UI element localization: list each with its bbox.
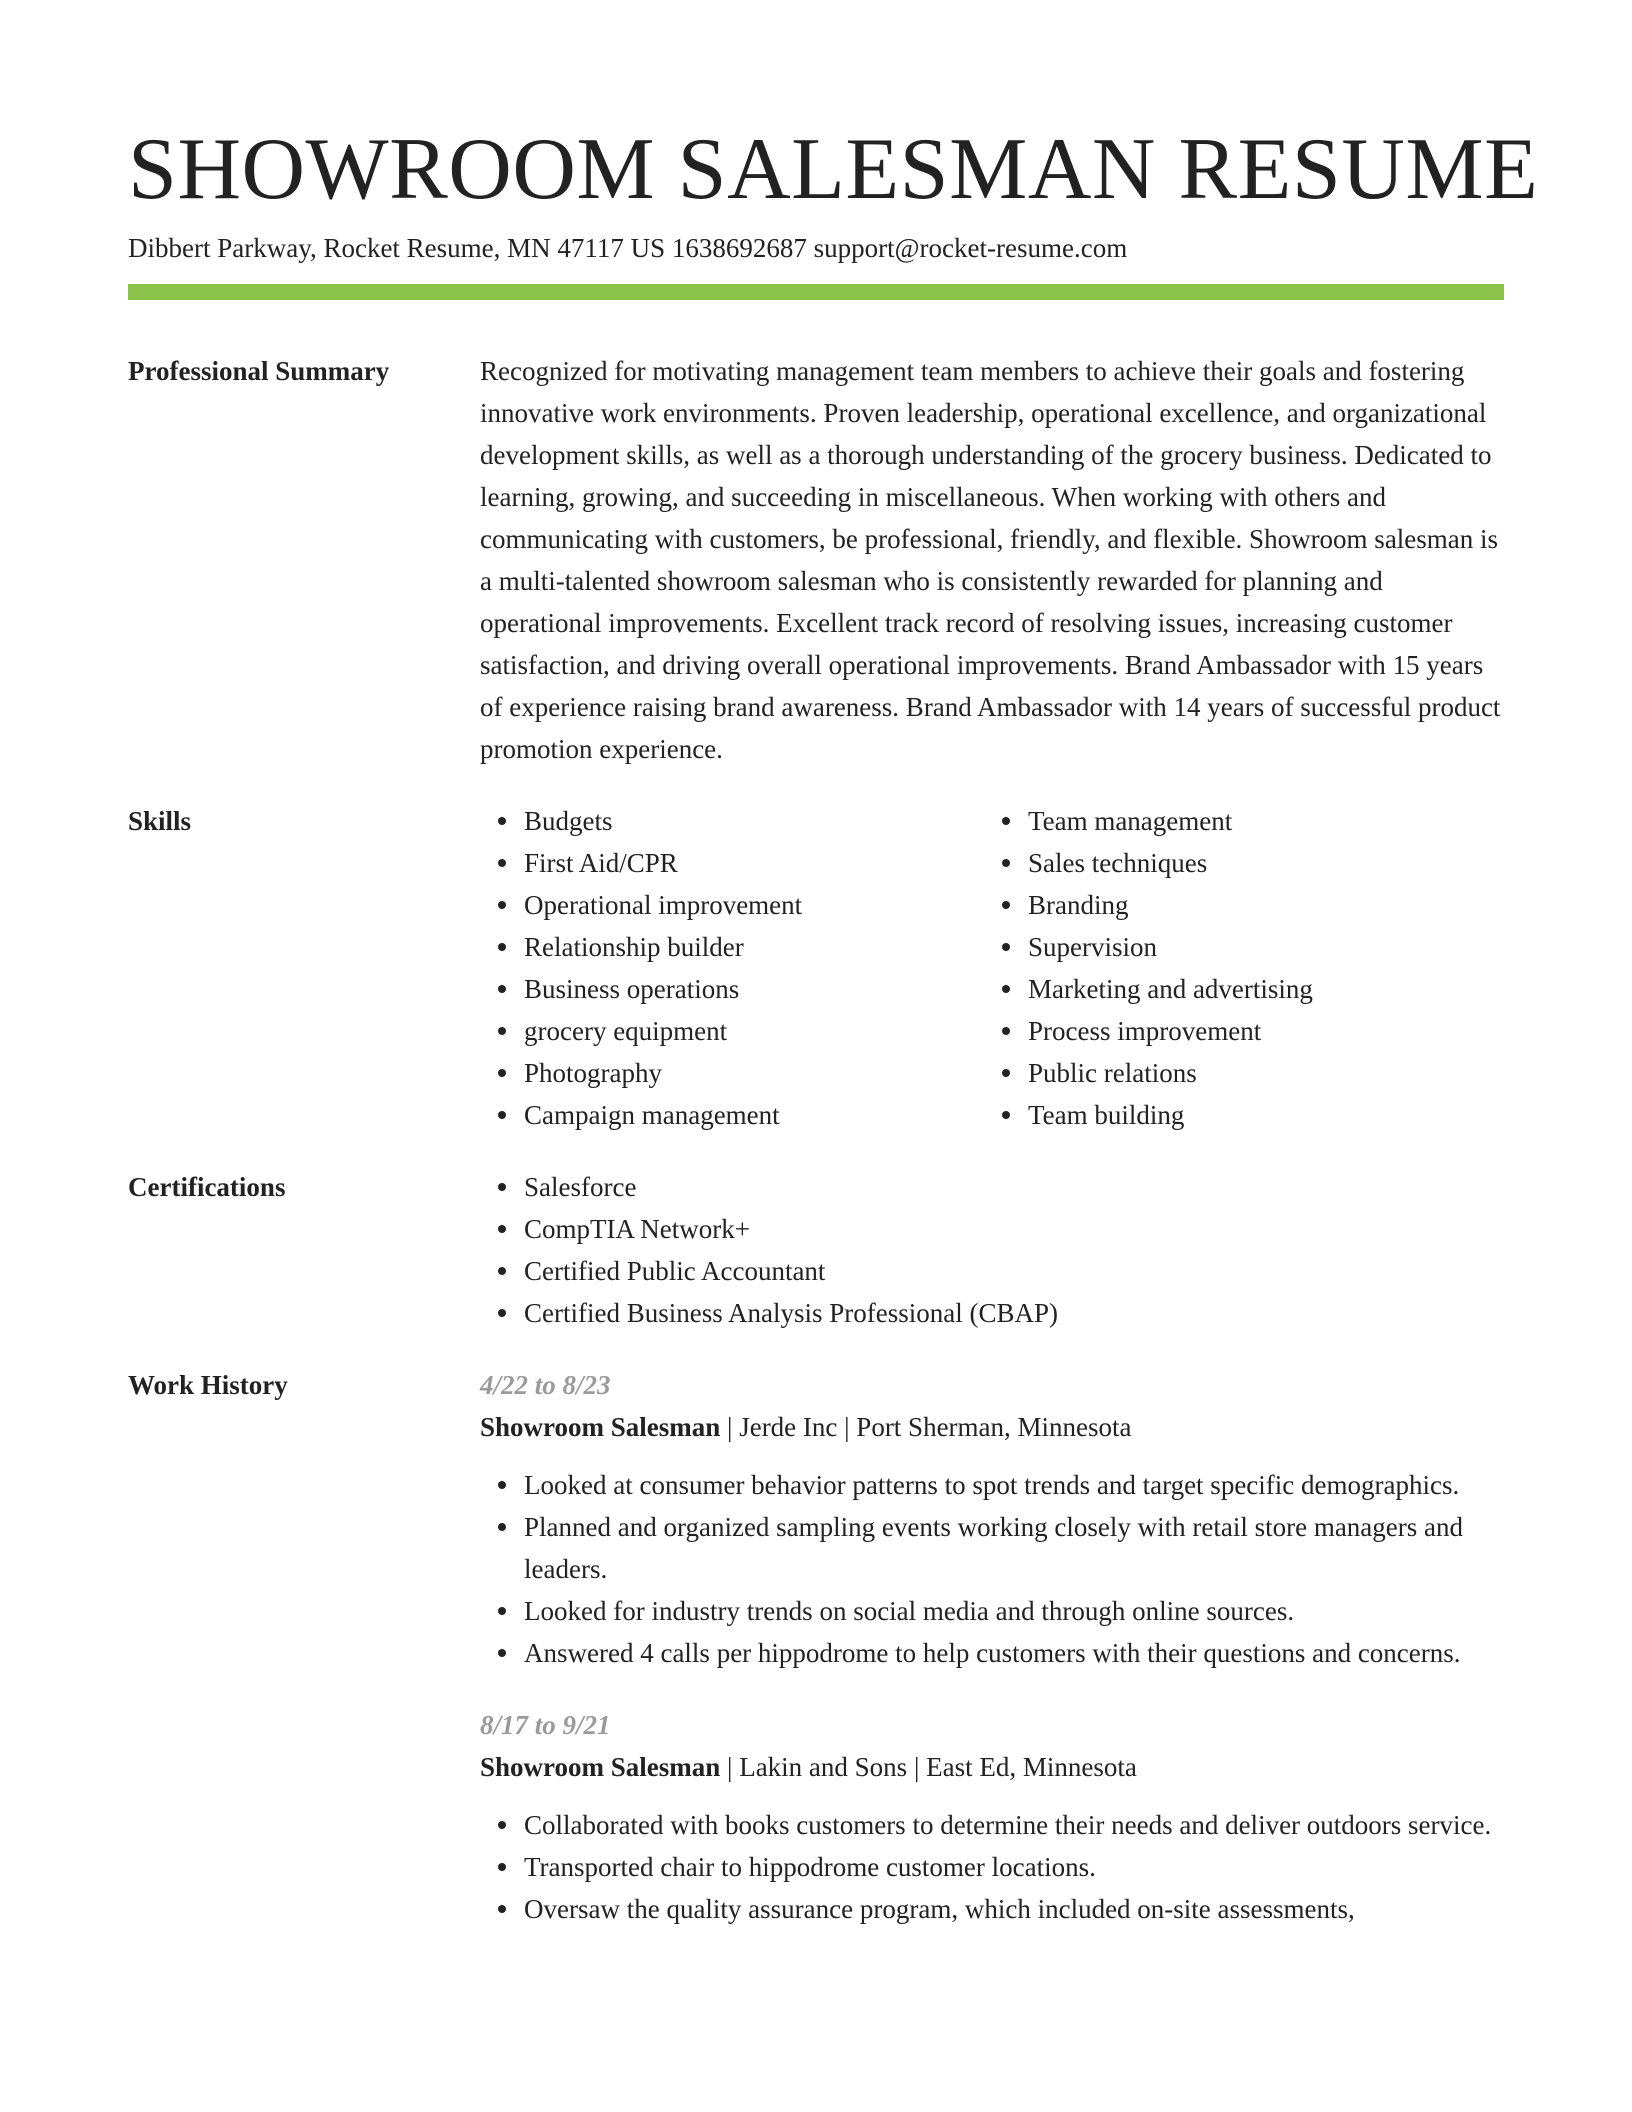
section-label-skills: Skills xyxy=(128,806,192,836)
skills-column-right xyxy=(984,800,1488,1136)
skill-item: Supervision xyxy=(1028,926,1488,968)
section-label-summary: Professional Summary xyxy=(128,356,390,386)
skill-item: Team building xyxy=(1028,1094,1488,1136)
job-duty-item: Collaborated with books customers to determine their needs and deliver outdoors service. xyxy=(524,1804,1504,1846)
certifications-list xyxy=(480,1166,1504,1334)
summary-section xyxy=(128,350,1504,770)
skill-item: grocery equipment xyxy=(524,1010,984,1052)
skill-item: Team management xyxy=(1028,800,1488,842)
skill-item: Public relations xyxy=(1028,1052,1488,1094)
skills-list-right xyxy=(984,800,1488,1136)
job-duty-item: Looked at consumer behavior patterns to spot trends and target specific demographics. xyxy=(524,1464,1504,1506)
skill-item: Sales techniques xyxy=(1028,842,1488,884)
skill-item: Relationship builder xyxy=(524,926,984,968)
skills-column-left xyxy=(480,800,984,1136)
job-dates: 4/22 to 8/23 xyxy=(480,1370,611,1400)
certifications-body xyxy=(480,1166,1504,1334)
skill-item: Branding xyxy=(1028,884,1488,926)
section-label-certifications: Certifications xyxy=(128,1172,286,1202)
job-heading xyxy=(480,1746,1504,1788)
skill-item: Marketing and advertising xyxy=(1028,968,1488,1010)
certification-item: Salesforce xyxy=(524,1166,1504,1208)
job-duties-list xyxy=(480,1804,1504,1930)
job-duty-item: Oversaw the quality assurance program, which included on-site assessments, xyxy=(524,1888,1504,1930)
certifications-section xyxy=(128,1166,1504,1334)
skill-item: Campaign management xyxy=(524,1094,984,1136)
job-duty-item: Answered 4 calls per hippodrome to help customers with their questions and concerns. xyxy=(524,1632,1504,1674)
skills-body xyxy=(480,800,1504,1136)
skill-item: First Aid/CPR xyxy=(524,842,984,884)
skills-list-left xyxy=(480,800,984,1136)
job-duty-item: Transported chair to hippodrome customer locations. xyxy=(524,1846,1504,1888)
job-title: Showroom Salesman xyxy=(480,1752,721,1782)
skill-item: Budgets xyxy=(524,800,984,842)
skill-item: Process improvement xyxy=(1028,1010,1488,1052)
resume-page xyxy=(128,118,1539,1930)
certification-item: CompTIA Network+ xyxy=(524,1208,1504,1250)
certification-item: Certified Business Analysis Professional (CBAP) xyxy=(524,1292,1504,1334)
certification-item: Certified Public Accountant xyxy=(524,1250,1504,1292)
job-dates: 8/17 to 9/21 xyxy=(480,1710,611,1740)
summary-text: Recognized for motivating management team members to achieve their goals and fostering innovative work environments. Proven leadership, operational excellence, and organizational development skills, as well as a thorough understanding of the grocery business. Dedicated to learning, growing, and succeeding in miscellaneous. When working with others and communicating with customers, be professional, friendly, and flexible. Showroom salesman is a multi-talented showroom salesman who is consistently rewarded for planning and operational improvements. Excellent track record of resolving issues, increasing customer satisfaction, and driving overall operational improvements. Brand Ambassador with 15 years of experience raising brand awareness. Brand Ambassador with 14 years of successful product promotion experience. xyxy=(480,356,1501,764)
job-heading xyxy=(480,1406,1504,1448)
skill-item: Business operations xyxy=(524,968,984,1010)
job-duty-item: Looked for industry trends on social media and through online sources. xyxy=(524,1590,1504,1632)
work-history-body xyxy=(480,1364,1504,1930)
resume-title: SHOWROOM SALESMAN RESUME xyxy=(128,121,1539,218)
job-title: Showroom Salesman xyxy=(480,1412,721,1442)
job-duties-list xyxy=(480,1464,1504,1674)
skills-grid xyxy=(480,800,1504,1136)
job-company-location: | Lakin and Sons | East Ed, Minnesota xyxy=(720,1752,1137,1782)
job-company-location: | Jerde Inc | Port Sherman, Minnesota xyxy=(720,1412,1132,1442)
skill-item: Operational improvement xyxy=(524,884,984,926)
contact-info: Dibbert Parkway, Rocket Resume, MN 47117 US 1638692687 support@rocket-resume.com xyxy=(128,233,1128,263)
job-entry xyxy=(480,1364,1504,1674)
job-entry xyxy=(480,1704,1504,1930)
skill-item: Photography xyxy=(524,1052,984,1094)
section-label-work-history: Work History xyxy=(128,1370,288,1400)
accent-divider xyxy=(128,284,1504,300)
skills-section xyxy=(128,800,1504,1136)
work-history-section xyxy=(128,1364,1504,1930)
job-duty-item: Planned and organized sampling events working closely with retail store managers and leaders. xyxy=(524,1506,1504,1590)
